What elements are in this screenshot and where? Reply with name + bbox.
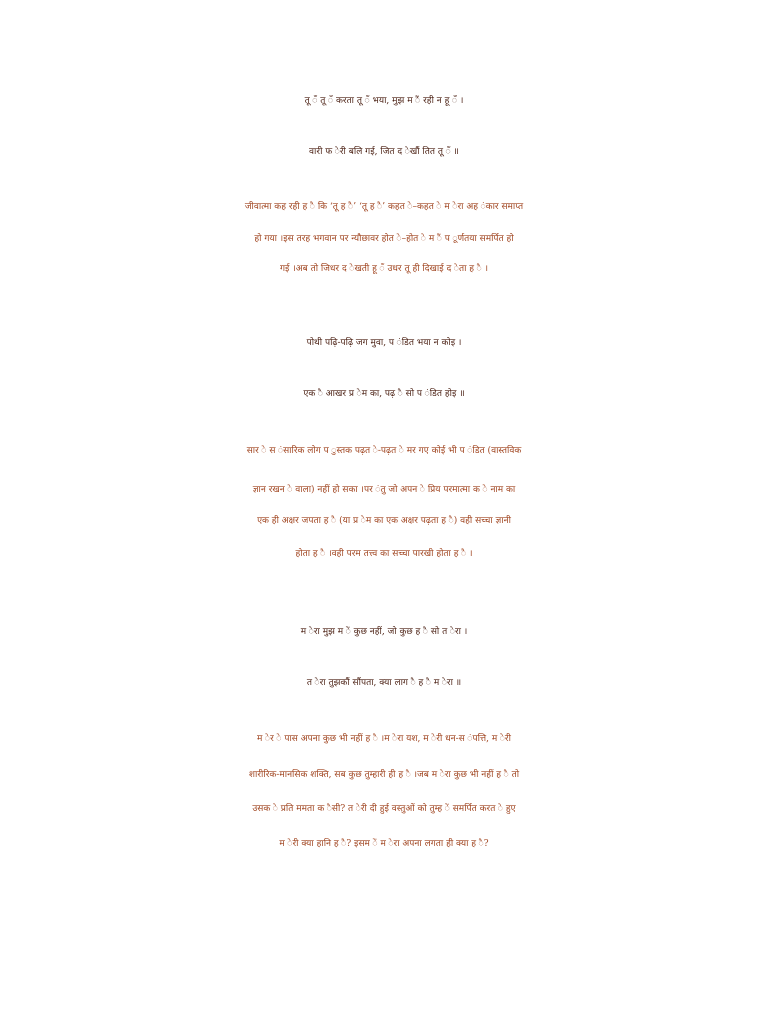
verse-3-meaning-line-1: म ेर े पास अपना कुछ भी नहीं ह ै ।म ेरा यश, म ेरी धन-स ंपत्ति, म ेरी — [257, 734, 511, 744]
verse-1-meaning-line-3: गई ।अब तो जिधर द ेखती हू ँ उधर तू ही दिखाई द ेता ह ै । — [279, 264, 489, 274]
verse-1-meaning-line-2: हो गया ।इस तरह भगवान पर न्यौछावर होत े–होत े म ैं प ूर्णतया समर्पित हो — [254, 234, 514, 244]
verse-3-meaning-line-4: म ेरी क्या हानि ह ै? इसम ें म ेरा अपना लगता ही क्या ह ै? — [279, 839, 489, 849]
verse-2-meaning-line-1: सार े स ंसारिक लोग प ुस्तक पढ़त े-पढ़त े मर गए कोई भी प ंडित (वास्तविक — [246, 446, 522, 456]
verse-3-couplet-line-2: त ेरा तुझकौं सौंपता, क्या लाग ै ह ै म ेरा ॥ — [306, 678, 462, 688]
verse-2-couplet-line-2: एक ै आखर प्र ेम का, पढ़ ै सो प ंडित होइ ॥ — [303, 389, 465, 399]
verse-2-meaning-line-4: होता ह ै ।वही परम तत्त्व का सच्चा पारखी होता ह ै । — [295, 549, 473, 559]
verse-3-couplet-line-1: म ेरा मुझ म ें कुछ नहीं, जो कुछ ह ै सो त ेरा । — [300, 627, 468, 637]
verse-1-couplet-line-1: तू ँ तू ँ करता तू ँ भया, मुझ म ैं रही न हू ँ । — [304, 96, 464, 106]
verse-2-meaning-line-3: एक ही अक्षर जपता ह ै (या प्र ेम का एक अक्षर पढ़ता ह ै) वही सच्चा ज्ञानी — [257, 516, 511, 526]
verse-3-meaning-line-2: शारीरिक-मानसिक शक्ति, सब कुछ तुम्हारी ही ह ै ।जब म ेरा कुछ भी नहीं ह ै तो — [248, 770, 520, 780]
verse-1-meaning-line-1: जीवात्मा कह रही ह ै कि ‘तू ह ै’ ‘तू ह ै’ कहत े–कहत े म ेरा अह ंकार समाप्त — [244, 202, 524, 212]
verse-2-meaning-line-2: ज्ञान रखन े वाला) नहीं हो सका ।पर ंतु जो अपन े प्रिय परमात्मा क े नाम का — [252, 485, 516, 495]
verse-2-couplet-line-1: पोथी पढ़ि-पढ़ि जग मुवा, प ंडित भया न कोइ । — [306, 338, 462, 348]
verse-3-meaning-line-3: उसक े प्रति ममता क ैसी? त ेरी दी हुई वस्तुओं को तुम्ह ें समर्पित करत े हुए — [252, 804, 516, 814]
verse-1-couplet-line-2: वारी फ ेरी बलि गई, जित द ेखौं तित तू ँ ॥ — [309, 147, 459, 157]
